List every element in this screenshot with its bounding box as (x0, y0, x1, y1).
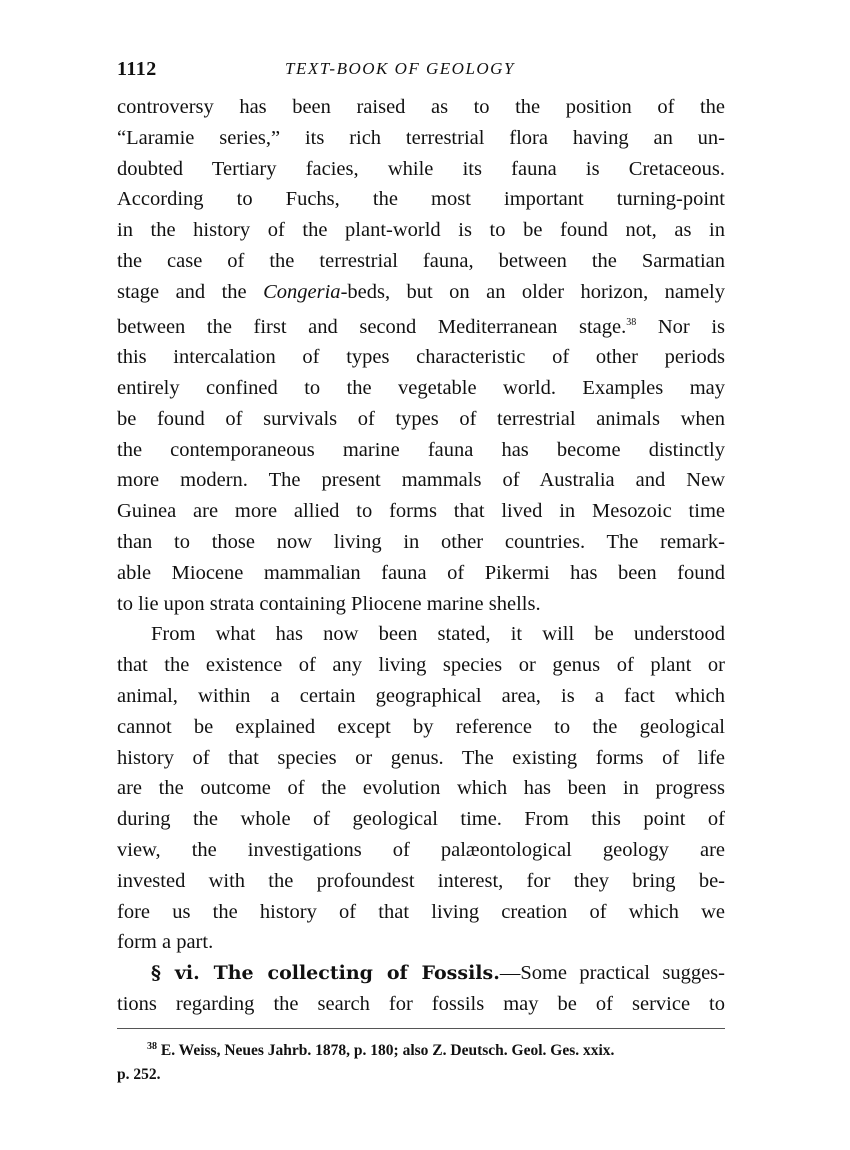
text-line: able Miocene mammalian fauna of Pikermi has been found (117, 561, 725, 584)
text-line: Guinea are more allied to forms that lived in Mesozoic time (117, 500, 725, 523)
text-line: history of that species or genus. The existing forms of life (117, 746, 725, 769)
text-line (117, 958, 725, 989)
text-line: that the existence of any living species or genus of plant or (117, 654, 725, 677)
footnote-line (117, 1035, 725, 1063)
text-line: From what has now been stated, it will be understood (151, 623, 725, 646)
book-page (117, 58, 725, 1087)
text-line: to lie upon strata containing Pliocene marine shells. (117, 592, 541, 615)
text-line (117, 308, 725, 343)
text-line: during the whole of geological time. From this point of (117, 808, 725, 831)
em-dash: — (499, 962, 521, 985)
text-line: the contemporaneous marine fauna has become distinctly (117, 438, 725, 461)
text-line: form a part. (117, 931, 214, 954)
page-number: 1112 (117, 58, 157, 80)
paragraph-1 (117, 92, 725, 619)
text-line: tions regarding the search for fossils may be of service to (117, 992, 725, 1015)
text-line: this intercalation of types characteristic of other periods (117, 346, 725, 369)
footnote-mark: 38 (147, 1040, 157, 1052)
text-line: the case of the terrestrial fauna, between the Sarmatian (117, 249, 725, 272)
text-line: controversy has been raised as to the position of the (117, 96, 725, 118)
paragraph-2 (117, 619, 725, 958)
text-line: be found of survivals of types of terrestrial animals when (117, 407, 725, 430)
text-line: than to those now living in other countries. The remark- (117, 530, 725, 553)
text-line: more modern. The present mammals of Australia and New (117, 469, 725, 492)
text-line: in the history of the plant-world is to be found not, as in (117, 219, 725, 242)
text-fragment: Nor is (636, 315, 725, 338)
footnote-divider (117, 1028, 725, 1029)
text-line: entirely confined to the vegetable world. Examples may (117, 377, 725, 399)
italic-term: Congeria (263, 280, 341, 303)
body-text (117, 92, 725, 1020)
text-line: doubted Tertiary facies, while its fauna is Cretaceous. (117, 157, 725, 180)
footnote-text: E. Weiss, Neues Jahrb. 1878, p. 180; also Z. Deutsch. Geol. Ges. xxix. (157, 1041, 615, 1059)
text-line: invested with the profoundest interest, for they bring be- (117, 869, 725, 892)
text-line: are the outcome of the evolution which has been in progress (117, 777, 725, 800)
section-heading: § vi. The collecting of Fossils. (151, 962, 500, 985)
text-fragment: stage and the (117, 280, 264, 303)
footnote-line: p. 252. (117, 1065, 161, 1083)
footnote (117, 1035, 725, 1087)
text-line: cannot be explained except by reference to the geological (117, 715, 725, 738)
footnote-reference: 38 (626, 316, 637, 328)
running-head (117, 58, 725, 92)
running-title: TEXT-BOOK OF GEOLOGY (285, 59, 515, 78)
text-fragment: between the first and second Mediterranean stage. (117, 315, 627, 338)
text-line: animal, within a certain geographical area, is a fact which (117, 684, 725, 707)
text-fragment: -beds, but on an older horizon, namely (340, 280, 726, 303)
text-line: view, the investigations of palæontological geology are (117, 838, 725, 861)
text-fragment: Some practical sugges- (520, 962, 725, 985)
section-paragraph (117, 958, 725, 1020)
text-line: “Laramie series,” its rich terrestrial flora having an un- (117, 126, 725, 149)
text-line (117, 277, 725, 308)
text-line: fore us the history of that living creation of which we (117, 900, 725, 923)
text-line: According to Fuchs, the most important turning-point (117, 188, 725, 211)
